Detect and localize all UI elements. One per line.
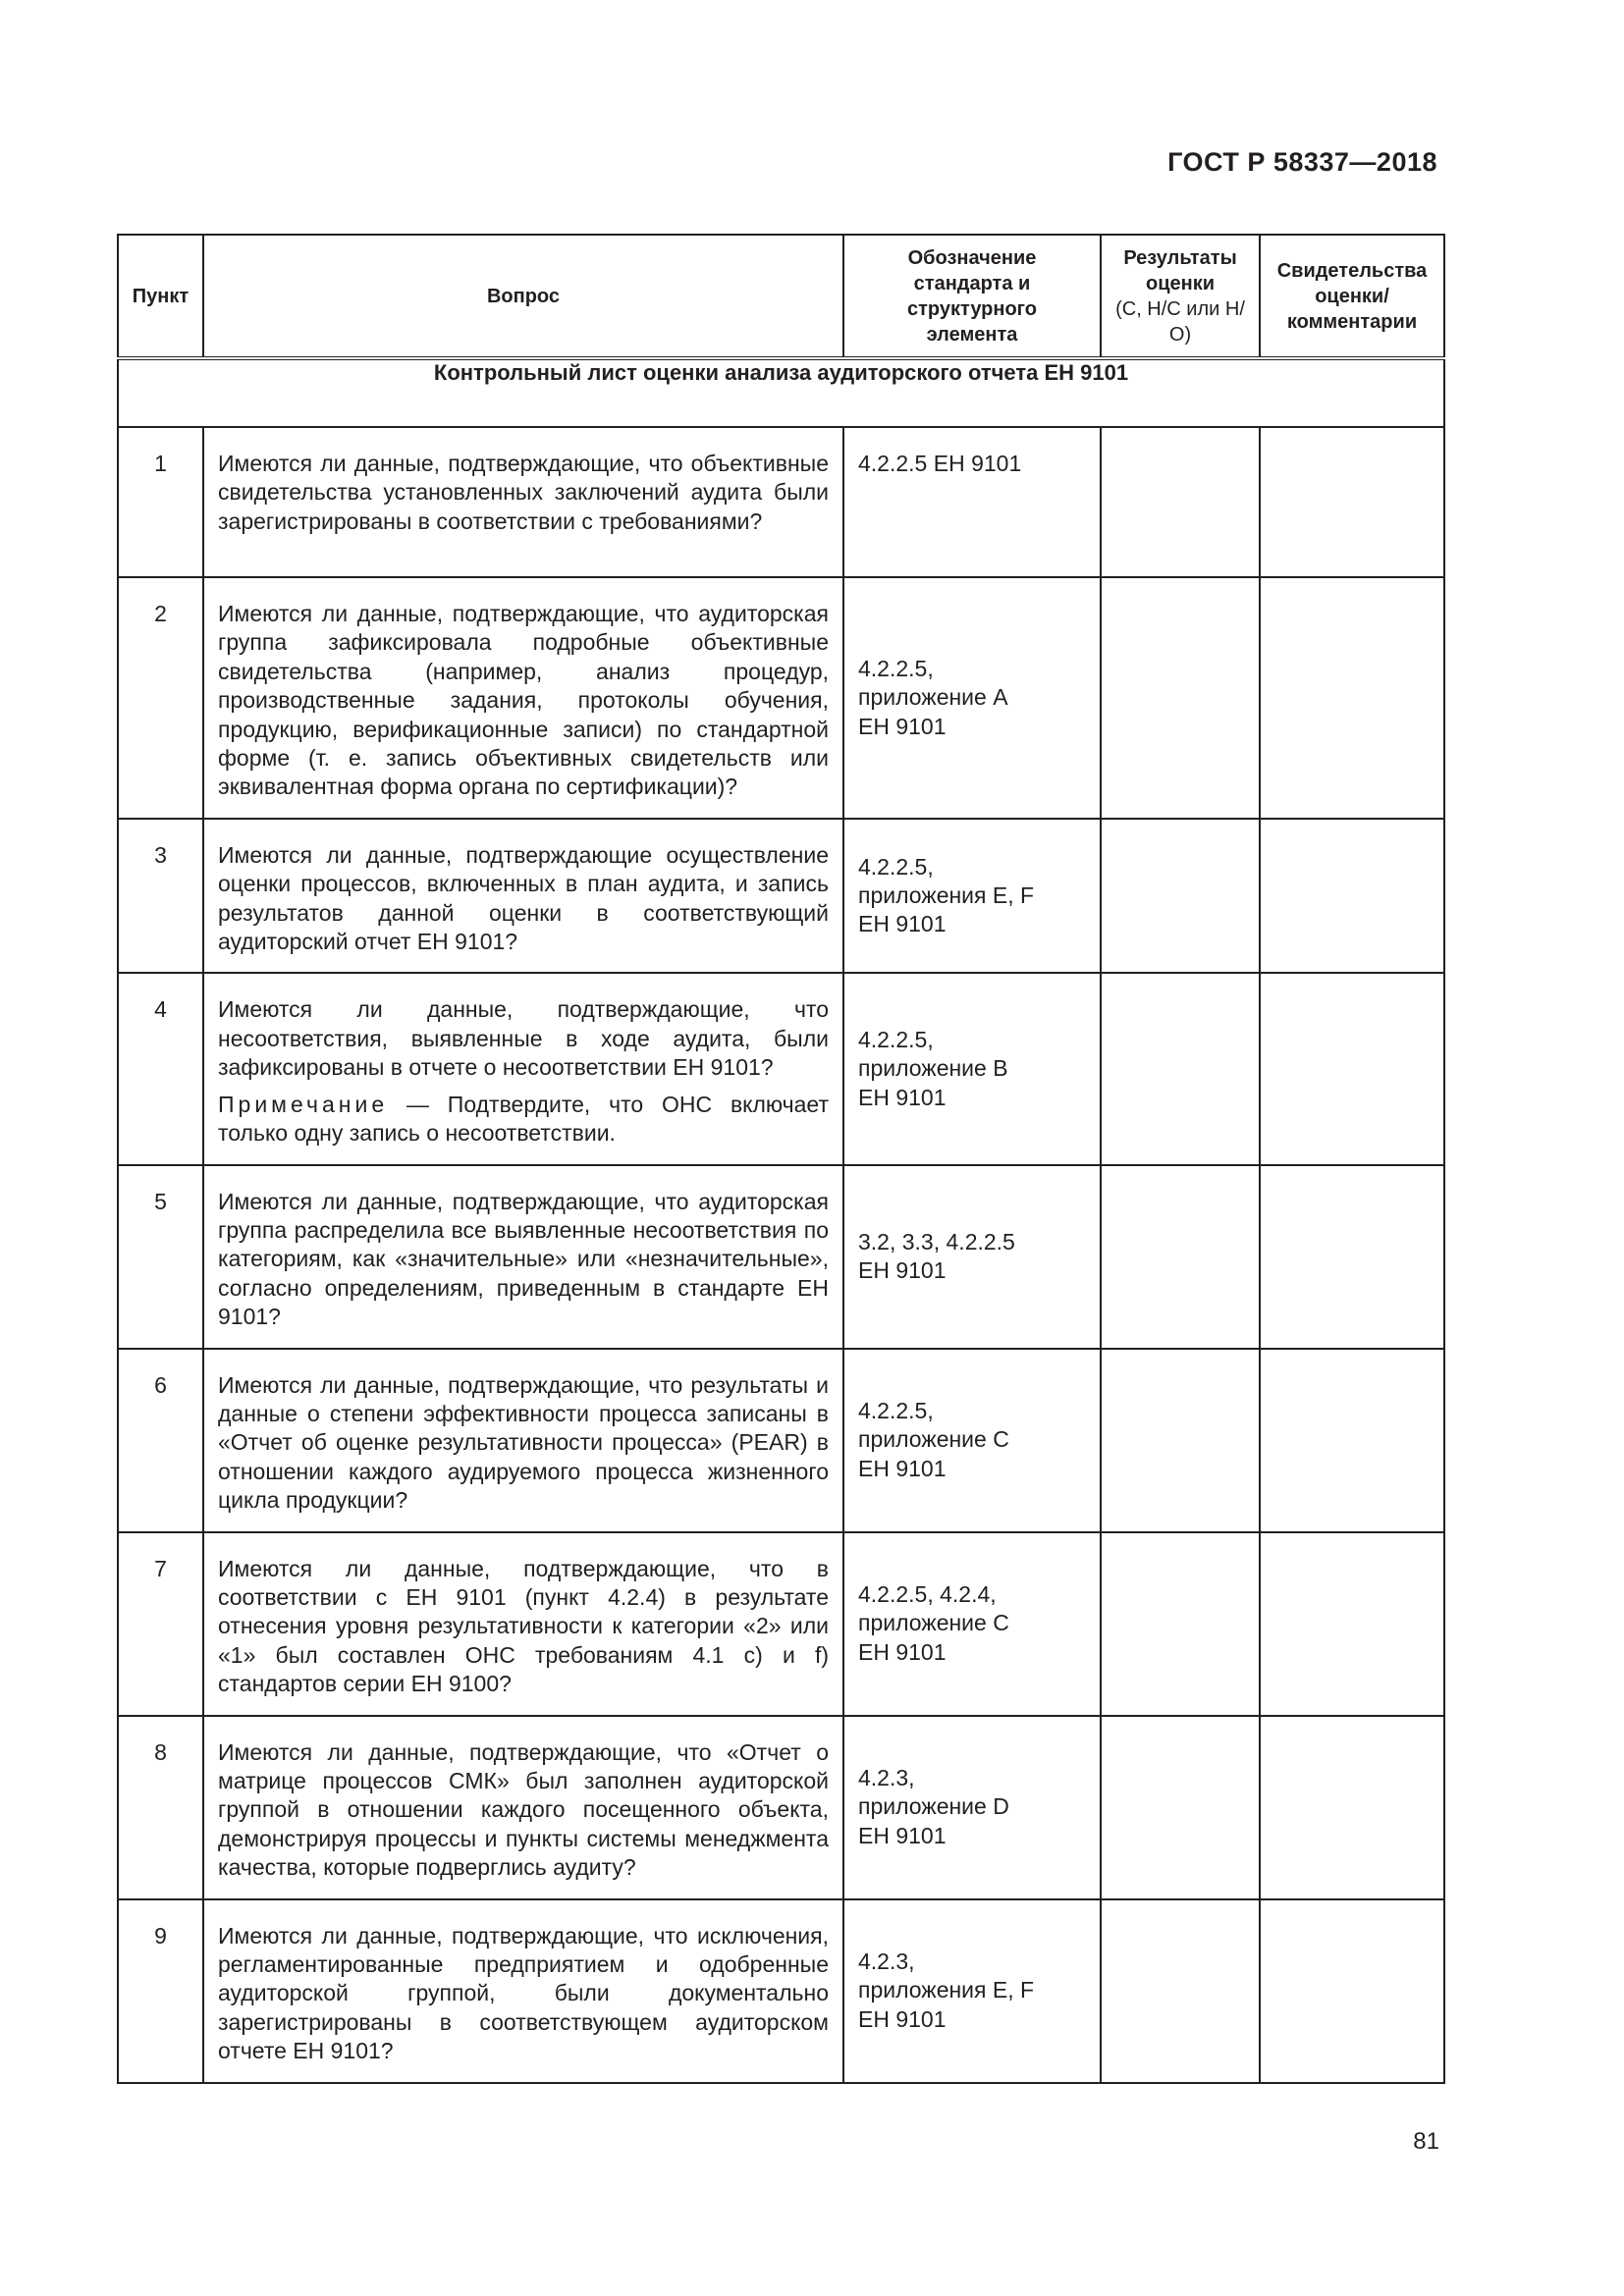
checklist-table [117, 234, 1445, 2084]
item-note [218, 1091, 829, 1148]
item-question: Имеются ли данные, подтверждающие, что результаты и данные о степени эффективности процесса записаны в «Отчет об оценке результативности процесса» (PEAR) в отношении каждого аудируемого процесса жизненного цикла продукции? [203, 1349, 843, 1532]
item-number: 4 [118, 973, 203, 1164]
table-row [118, 577, 1444, 819]
item-result-cell [1101, 1716, 1260, 1899]
item-question-text: Имеются ли данные, подтверждающие, что несоответствия, выявленные в ходе аудита, были зафиксированы в отчете о несоответствии ЕН 9101? [218, 996, 829, 1081]
item-result-cell [1101, 819, 1260, 974]
item-evidence-cell [1260, 577, 1444, 819]
item-evidence-cell [1260, 819, 1444, 974]
item-question: Имеются ли данные, подтверждающие, что исключения, регламентированные предприятием и одобренные аудиторской группой, были документально зарегистрированы в соответствующем аудиторском отчете ЕН 9101? [203, 1899, 843, 2083]
item-number: 5 [118, 1165, 203, 1349]
table-row [118, 973, 1444, 1164]
item-number: 2 [118, 577, 203, 819]
item-number: 6 [118, 1349, 203, 1532]
item-reference: 4.2.2.5, приложение А ЕН 9101 [843, 577, 1101, 819]
item-result-cell [1101, 577, 1260, 819]
item-result-cell [1101, 1165, 1260, 1349]
item-result-cell [1101, 1532, 1260, 1716]
column-header-evidence-label: Свидетельства оценки/ комментарии [1276, 259, 1428, 333]
table-row [118, 1349, 1444, 1532]
item-number: 9 [118, 1899, 203, 2083]
item-question: Имеются ли данные, подтверждающие, что в соответствии с ЕН 9101 (пункт 4.2.4) в результате отнесения уровня результативности к категории «2» или «1» был составлен ОНС требованиям 4.1 c) и f) стандартов серии ЕН 9100? [203, 1532, 843, 1716]
column-header-reference [843, 235, 1101, 358]
item-number: 3 [118, 819, 203, 974]
column-header-evidence [1260, 235, 1444, 358]
column-header-reference-label: Обозначение стандарта и структурного элемента [907, 246, 1037, 346]
table-row [118, 1899, 1444, 2083]
item-reference: 4.2.2.5, приложения E, F ЕН 9101 [843, 819, 1101, 974]
item-result-cell [1101, 973, 1260, 1164]
table-row [118, 427, 1444, 577]
table-row [118, 1532, 1444, 1716]
item-evidence-cell [1260, 1716, 1444, 1899]
item-number: 8 [118, 1716, 203, 1899]
item-reference: 4.2.3, приложения E, F ЕН 9101 [843, 1899, 1101, 2083]
item-number: 1 [118, 427, 203, 577]
item-question: Имеются ли данные, подтверждающие, что «Отчет о матрице процессов СМК» был заполнен аудиторской группой в отношении каждого посещенного объекта, демонстрируя процессы и пункты системы менеджмента качества, которые подверглись аудиту? [203, 1716, 843, 1899]
column-header-result-label: Результаты оценки [1123, 246, 1237, 294]
item-evidence-cell [1260, 1165, 1444, 1349]
item-evidence-cell [1260, 1349, 1444, 1532]
table-row [118, 1165, 1444, 1349]
item-evidence-cell [1260, 1532, 1444, 1716]
table-row [118, 1716, 1444, 1899]
column-header-item: Пункт [118, 235, 203, 358]
item-evidence-cell [1260, 1899, 1444, 2083]
item-question: Имеются ли данные, подтверждающие, что аудиторская группа распределила все выявленные несоответствия по категориям, как «значительные» или «незначительные», согласно определениям, приведенным в стандарте ЕН 9101? [203, 1165, 843, 1349]
column-header-result-note: (С, Н/С или Н/О) [1115, 297, 1245, 346]
item-question [203, 973, 843, 1164]
item-result-cell [1101, 427, 1260, 577]
item-note-label: Примечание [218, 1091, 389, 1117]
page-number: 81 [1413, 2128, 1439, 2155]
section-title: Контрольный лист оценки анализа аудиторского отчета ЕН 9101 [118, 358, 1444, 427]
item-question: Имеются ли данные, подтверждающие, что объективные свидетельства установленных заключений аудита были зарегистрированы в соответствии с требованиями? [203, 427, 843, 577]
table-header-row [118, 235, 1444, 358]
item-reference: 4.2.3, приложение D ЕН 9101 [843, 1716, 1101, 1899]
item-reference: 4.2.2.5 ЕН 9101 [843, 427, 1101, 577]
item-reference: 4.2.2.5, приложение B ЕН 9101 [843, 973, 1101, 1164]
section-title-row [118, 358, 1444, 427]
item-evidence-cell [1260, 973, 1444, 1164]
document-code: ГОСТ Р 58337—2018 [1167, 147, 1437, 177]
column-header-result [1101, 235, 1260, 358]
table-row [118, 819, 1444, 974]
item-evidence-cell [1260, 427, 1444, 577]
column-header-question: Вопрос [203, 235, 843, 358]
item-reference: 4.2.2.5, приложение C ЕН 9101 [843, 1349, 1101, 1532]
item-number: 7 [118, 1532, 203, 1716]
item-note-text: — Подтвердите, что ОНС включает только одну запись о несоответствии. [218, 1091, 829, 1147]
item-result-cell [1101, 1349, 1260, 1532]
item-reference: 3.2, 3.3, 4.2.2.5 ЕН 9101 [843, 1165, 1101, 1349]
item-question: Имеются ли данные, подтверждающие осуществление оценки процессов, включенных в план аудита, и запись результатов данной оценки в соответствующий аудиторский отчет ЕН 9101? [203, 819, 843, 974]
item-reference: 4.2.2.5, 4.2.4, приложение C ЕН 9101 [843, 1532, 1101, 1716]
item-question: Имеются ли данные, подтверждающие, что аудиторская группа зафиксировала подробные объективные свидетельства (например, анализ процедур, производственные задания, протоколы обучения, продукцию, верификационные записи) по стандартной форме (т. е. запись объективных свидетельств или эквивалентная форма органа по сертификации)? [203, 577, 843, 819]
item-result-cell [1101, 1899, 1260, 2083]
